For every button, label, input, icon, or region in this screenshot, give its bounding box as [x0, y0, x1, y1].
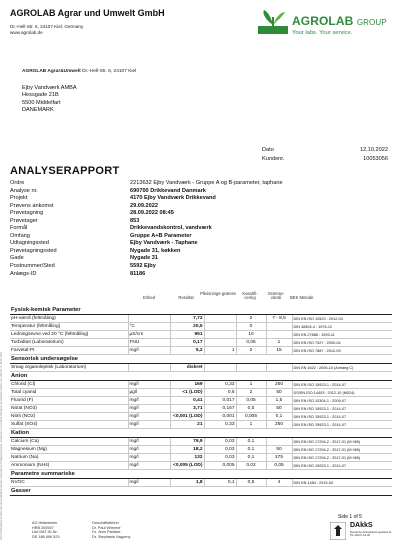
footer-line: Ust./VAT-ID-Nr:	[32, 530, 58, 535]
quantification-cell: 0,5	[236, 479, 266, 487]
method-cell: DIN EN ISO 15923-1 : 2014-07	[292, 405, 392, 413]
info-value: 853	[130, 217, 140, 224]
parameter-cell: pH-værdi (feltmåling)	[10, 315, 128, 323]
method-cell: DIN EN 1484 : 2019-04	[292, 479, 392, 487]
section-title: Gasser	[10, 487, 392, 496]
unit-cell: mg/l	[128, 381, 170, 389]
unit-cell: mg/l	[128, 405, 170, 413]
limit-value-cell	[266, 438, 292, 446]
parameter-cell: Smag organoleptisk (Laboratorium)	[10, 364, 128, 372]
limit-value-cell: 0,1	[266, 413, 292, 421]
col-limit: Påvisnings-grænse	[200, 291, 236, 296]
detection-limit-cell: 0,33	[204, 381, 236, 389]
info-label: Formål	[10, 225, 28, 232]
info-row	[10, 180, 283, 188]
info-value: 5592 Ejby	[130, 263, 156, 270]
unit-cell	[128, 315, 170, 323]
result-cell: 5,2	[170, 347, 204, 355]
table-row	[10, 381, 392, 389]
sender-name: AGROLAB Agrar&Umwelt	[22, 69, 81, 74]
result-cell: 21	[170, 421, 204, 429]
table-row	[10, 462, 392, 470]
unit-cell: mg/l	[128, 397, 170, 405]
info-label: Prøvens ankomst	[10, 202, 54, 209]
limit-value-cell: 50	[266, 405, 292, 413]
report-title: ANALYSERAPPORT	[10, 165, 120, 177]
limit-value-cell	[266, 364, 292, 372]
detection-limit-cell: 0,1	[204, 479, 236, 487]
result-cell: 18,2	[170, 446, 204, 454]
limit-value-cell: 1	[266, 339, 292, 347]
company-name: AGROLAB Agrar und Umwelt GmbH	[10, 8, 165, 18]
meta-value: 12.10.2022	[360, 147, 388, 153]
section-title: Parametre summariske	[10, 470, 392, 479]
lab-address	[10, 24, 83, 35]
section-title: Anion	[10, 372, 392, 381]
info-label: Analyse nr.	[10, 187, 38, 194]
info-row	[10, 255, 283, 263]
result-cell: 0,17	[170, 339, 204, 347]
unit-cell: FNU	[128, 339, 170, 347]
detection-limit-cell: 0,001	[204, 413, 236, 421]
info-label: Omfang	[10, 232, 30, 239]
unit-cell	[128, 364, 170, 372]
recipient-line: Ejby Vandværk AMBA	[22, 85, 77, 91]
table-row	[10, 413, 392, 421]
unit-cell: °C	[128, 323, 170, 331]
quantification-cell: 0,1	[236, 454, 266, 462]
unit-cell: mg/l	[128, 479, 170, 487]
limit-value-cell: 4	[266, 479, 292, 487]
sender-line	[22, 69, 136, 74]
parameter-cell: Turbiditet (Laboratorium)	[10, 339, 128, 347]
info-row	[10, 248, 283, 256]
table-row	[10, 405, 392, 413]
logo-name-main: AGROLAB	[292, 14, 354, 28]
info-row	[10, 271, 283, 279]
info-value: 28.09.2022 08:45	[130, 210, 174, 217]
parameter-cell: Calcium (Ca)	[10, 438, 128, 446]
section-header	[10, 355, 392, 364]
recipient-line: Hessgade 21B	[22, 92, 59, 99]
info-value: Nygade 31	[130, 255, 158, 262]
method-cell: DIN EN ISO 7027 : 2000-04	[292, 339, 392, 347]
quantification-cell: 0,02	[236, 462, 266, 470]
method-cell: DIN EN ISO 15923-1 : 2014-07	[292, 421, 392, 429]
section-header	[10, 470, 392, 479]
parameter-cell: Chlorid (Cl)	[10, 381, 128, 389]
parameter-cell: NVOC	[10, 479, 128, 487]
footer-line: Dr. Paul Wimmer	[92, 525, 121, 530]
quantification-cell: 1	[236, 381, 266, 389]
footer-registration	[32, 521, 59, 539]
result-cell: 169	[170, 381, 204, 389]
result-cell: 79,9	[170, 438, 204, 446]
detection-limit-cell	[204, 339, 236, 347]
section-header	[10, 306, 392, 315]
method-cell: DIN EN ISO 17294-2 : 2017-01 (M 069)	[292, 438, 392, 446]
col-quant: Kvantifi-cering	[242, 291, 258, 301]
meta-label: Kundenr.	[262, 156, 285, 162]
info-value: Gruppe A+B Parameter	[130, 232, 192, 239]
detection-limit-cell: 1	[204, 347, 236, 355]
table-row	[10, 438, 392, 446]
detection-limit-cell: 0,03	[204, 454, 236, 462]
info-value: 29.09.2022	[130, 202, 158, 209]
detection-limit-cell: 0,167	[204, 405, 236, 413]
logo-mark-icon	[256, 8, 290, 38]
footer-line: Dr. Stephanie Nagorny	[92, 534, 131, 539]
footer-line: HRB 200557	[32, 525, 54, 530]
limit-value-cell: 250	[266, 381, 292, 389]
info-label: Projekt	[10, 195, 28, 202]
quantification-cell: 2	[236, 315, 266, 323]
info-row	[10, 210, 283, 218]
parameter-cell: Ammonium (NH4)	[10, 462, 128, 470]
table-row	[10, 331, 392, 339]
section-header	[10, 487, 392, 496]
parameter-cell: Temperatur (feltmåling)	[10, 323, 128, 331]
info-label: Prøvetagningssted	[10, 247, 57, 254]
result-cell: 7,72	[170, 315, 204, 323]
col-unit: Enhed	[142, 295, 156, 300]
result-cell: 3,71	[170, 405, 204, 413]
info-row	[10, 225, 283, 233]
parameter-cell: Sulfat (SO4)	[10, 421, 128, 429]
method-cell: DIN EN ISO 15923-1 : 2014-07	[292, 381, 392, 389]
method-cell: DIN EN ISO 7887 : 2012-09	[292, 347, 392, 355]
quantification-cell: 0,005	[236, 413, 266, 421]
footer-line: Dr. Jens Padicke	[92, 530, 121, 535]
quantification-cell: 0,1	[236, 446, 266, 454]
logo-tagline: Your labs. Your service.	[292, 30, 353, 36]
unit-cell: mg/l	[128, 347, 170, 355]
method-cell: DS/EN ISO 14403 : 2012-10 (M024)	[292, 389, 392, 397]
info-row	[10, 195, 283, 203]
section-title: Fysisk-kemisk Parameter	[10, 306, 392, 315]
info-row	[10, 240, 283, 248]
dakks-name: DAkkS	[350, 522, 373, 529]
document-meta	[262, 146, 388, 164]
unit-cell: mg/l	[128, 462, 170, 470]
unit-cell: µg/l	[128, 389, 170, 397]
limit-value-cell: 50	[266, 389, 292, 397]
side-note: Das Prüfergebnis bezieht sich ausschließlich auf die untersuchten Prüfgegenstände. Dokument von AGROLAB Agrar und Umwelt GmbH, Dr.-Hell-Str. 6, 24107 Kiel	[0, 352, 3, 540]
parameter-cell: Ledningsevne ved 20 °C (feltmåling)	[10, 331, 128, 339]
section-header	[10, 372, 392, 381]
table-row	[10, 479, 392, 487]
quantification-cell: 0,5	[236, 405, 266, 413]
info-label: Udtagningssted	[10, 240, 49, 247]
info-value: Drikkevandskontrol, vandværk	[130, 225, 212, 232]
method-cell: DIN 38404-4 : 1976-12	[292, 323, 392, 331]
detection-limit-cell: 0,03	[204, 446, 236, 454]
detection-limit-cell: 0,03	[204, 438, 236, 446]
lab-address-line: Dr.-Hell-Str. 6, 24107 Kiel, Germany	[10, 24, 84, 29]
quantification-cell: 0	[236, 323, 266, 331]
table-row	[10, 421, 392, 429]
result-cell: 132	[170, 454, 204, 462]
quantification-cell	[236, 364, 266, 372]
table-row	[10, 315, 392, 323]
col-method: BEK Metode	[290, 295, 314, 300]
dakks-sub: Deutsche Akkreditierungsstelle D-PL-14047-01-00	[350, 530, 392, 538]
section-title: Sensorisk undersøgelse	[10, 355, 392, 364]
result-cell: <0,005 (LOD)	[170, 462, 204, 470]
result-cell: <0,001 (LOD)	[170, 413, 204, 421]
quantification-cell: 2	[236, 389, 266, 397]
unit-cell: mg/l	[128, 446, 170, 454]
table-row	[10, 454, 392, 462]
sender-address: Dr.-Hell-Str. 6, 24107 Kiel	[82, 69, 137, 74]
footer-line: Geschäftsführer	[92, 521, 120, 525]
detection-limit-cell: 0,6	[204, 389, 236, 397]
dakks-accreditation-mark	[330, 520, 392, 546]
limit-value-cell: 250	[266, 421, 292, 429]
info-label: Ordre	[10, 180, 25, 186]
table-row	[10, 323, 392, 331]
method-cell: DIN EN ISO 10523 : 2012-04	[292, 315, 392, 323]
method-cell: DIN EN ISO 15923-1 : 2014-07	[292, 413, 392, 421]
result-cell: <1 (LOD)	[170, 389, 204, 397]
limit-value-cell: 0,05	[266, 462, 292, 470]
info-row	[10, 218, 283, 226]
method-cell: DIN EN 1622 : 2006-10 (Anhang C)	[292, 364, 392, 372]
quantification-cell: 0,1	[236, 438, 266, 446]
detection-limit-cell: 0,005	[204, 462, 236, 470]
table-row	[10, 339, 392, 347]
footer-line: AG Hildesheim	[32, 521, 58, 525]
table-row	[10, 397, 392, 405]
unit-cell: mg/l	[128, 438, 170, 446]
lab-website: www.agrolab.de	[10, 29, 43, 35]
agrolab-logo	[256, 6, 394, 60]
unit-cell: mg/l	[128, 413, 170, 421]
col-max: Grænse-værdi	[267, 291, 285, 301]
logo-name	[292, 14, 387, 28]
quantification-cell: 1	[236, 421, 266, 429]
meta-row	[262, 155, 388, 164]
limit-value-cell	[266, 331, 292, 339]
info-row	[10, 188, 283, 196]
result-cell: 951	[170, 331, 204, 339]
dakks-eagle-icon	[330, 522, 346, 540]
recipient-address	[22, 85, 77, 115]
info-value: 2213632 Ejby Vandværk - Gruppe A og B-parameter, taphane	[130, 180, 283, 186]
page-number: Side 1 of 5	[338, 514, 362, 520]
method-cell: DIN EN ISO 15923-1 : 2014-07	[292, 462, 392, 470]
table-row	[10, 364, 392, 372]
results-table	[10, 306, 392, 496]
limit-value-cell: 7 - 8,5	[266, 315, 292, 323]
limit-value-cell	[266, 323, 292, 331]
detection-limit-cell: 0,33	[204, 421, 236, 429]
info-label: Gade	[10, 255, 24, 262]
result-cell: 0,41	[170, 397, 204, 405]
parameter-cell: Magnesium (Mg)	[10, 446, 128, 454]
recipient-line: DANEMARK	[22, 107, 54, 114]
info-row	[10, 263, 283, 271]
limit-value-cell: 1,5	[266, 397, 292, 405]
footer-management	[92, 521, 130, 539]
parameter-cell: Nitrat (NO3)	[10, 405, 128, 413]
method-cell: DIN EN 27888 : 1993-11	[292, 331, 392, 339]
info-label: Postnummer/Sted	[10, 263, 55, 270]
logo-name-suffix: GROUP	[356, 18, 387, 27]
meta-row	[262, 146, 388, 155]
info-value: 4170 Ejby Vandværk Drikkevand	[130, 195, 216, 202]
section-header	[10, 429, 392, 438]
info-label: Anlægs-ID	[10, 270, 37, 277]
info-value: 690700 Drikkevand Danmark	[130, 187, 206, 194]
result-cell: 20,5	[170, 323, 204, 331]
info-row	[10, 233, 283, 241]
info-label: Prøvetager	[10, 217, 38, 224]
recipient-line: 5500 Middelfart	[22, 99, 61, 106]
table-row	[10, 446, 392, 454]
method-cell: DIN EN ISO 17294-2 : 2017-01 (M 069)	[292, 454, 392, 462]
parameter-cell: Natrium (Na)	[10, 454, 128, 462]
info-row	[10, 203, 283, 211]
unit-cell: mg/l	[128, 454, 170, 462]
col-result: Resultat	[178, 295, 194, 300]
column-headers	[10, 291, 392, 305]
method-cell: DIN EN ISO 10304-1 : 2009-07	[292, 397, 392, 405]
detection-limit-cell	[204, 364, 236, 372]
parameter-cell: Nitrit (NO2)	[10, 413, 128, 421]
meta-label: Dato	[262, 147, 274, 153]
parameter-cell: Total cyanid	[10, 389, 128, 397]
info-value: Nygade 31, køkken	[130, 247, 181, 254]
detection-limit-cell: 0,017	[204, 397, 236, 405]
unit-cell: mg/l	[128, 421, 170, 429]
parameter-cell: Fluorid (F)	[10, 397, 128, 405]
parameter-cell: Farvetal-Pt	[10, 347, 128, 355]
quantification-cell: 2	[236, 347, 266, 355]
section-title: Kation	[10, 429, 392, 438]
quantification-cell: 0,05	[236, 339, 266, 347]
meta-value: 10053056	[363, 156, 388, 162]
info-label: Prøvetagning	[10, 210, 44, 217]
method-cell: DIN EN ISO 17294-2 : 2017-01 (M 069)	[292, 446, 392, 454]
result-cell: diskret	[170, 364, 204, 372]
info-value: Ejby Vandværk - Taphane	[130, 240, 198, 247]
limit-value-cell: 175	[266, 454, 292, 462]
quantification-cell: 10	[236, 331, 266, 339]
footer-line: DE 188 696 523	[32, 534, 60, 539]
table-row	[10, 389, 392, 397]
detection-limit-cell	[204, 315, 236, 323]
quantification-cell: 0,05	[236, 397, 266, 405]
limit-value-cell: 50	[266, 446, 292, 454]
order-info	[10, 180, 283, 278]
table-row	[10, 347, 392, 355]
detection-limit-cell	[204, 331, 236, 339]
result-cell: 1,8	[170, 479, 204, 487]
unit-cell: µS/cm	[128, 331, 170, 339]
limit-value-cell: 15	[266, 347, 292, 355]
detection-limit-cell	[204, 323, 236, 331]
info-value: 81186	[130, 270, 146, 277]
